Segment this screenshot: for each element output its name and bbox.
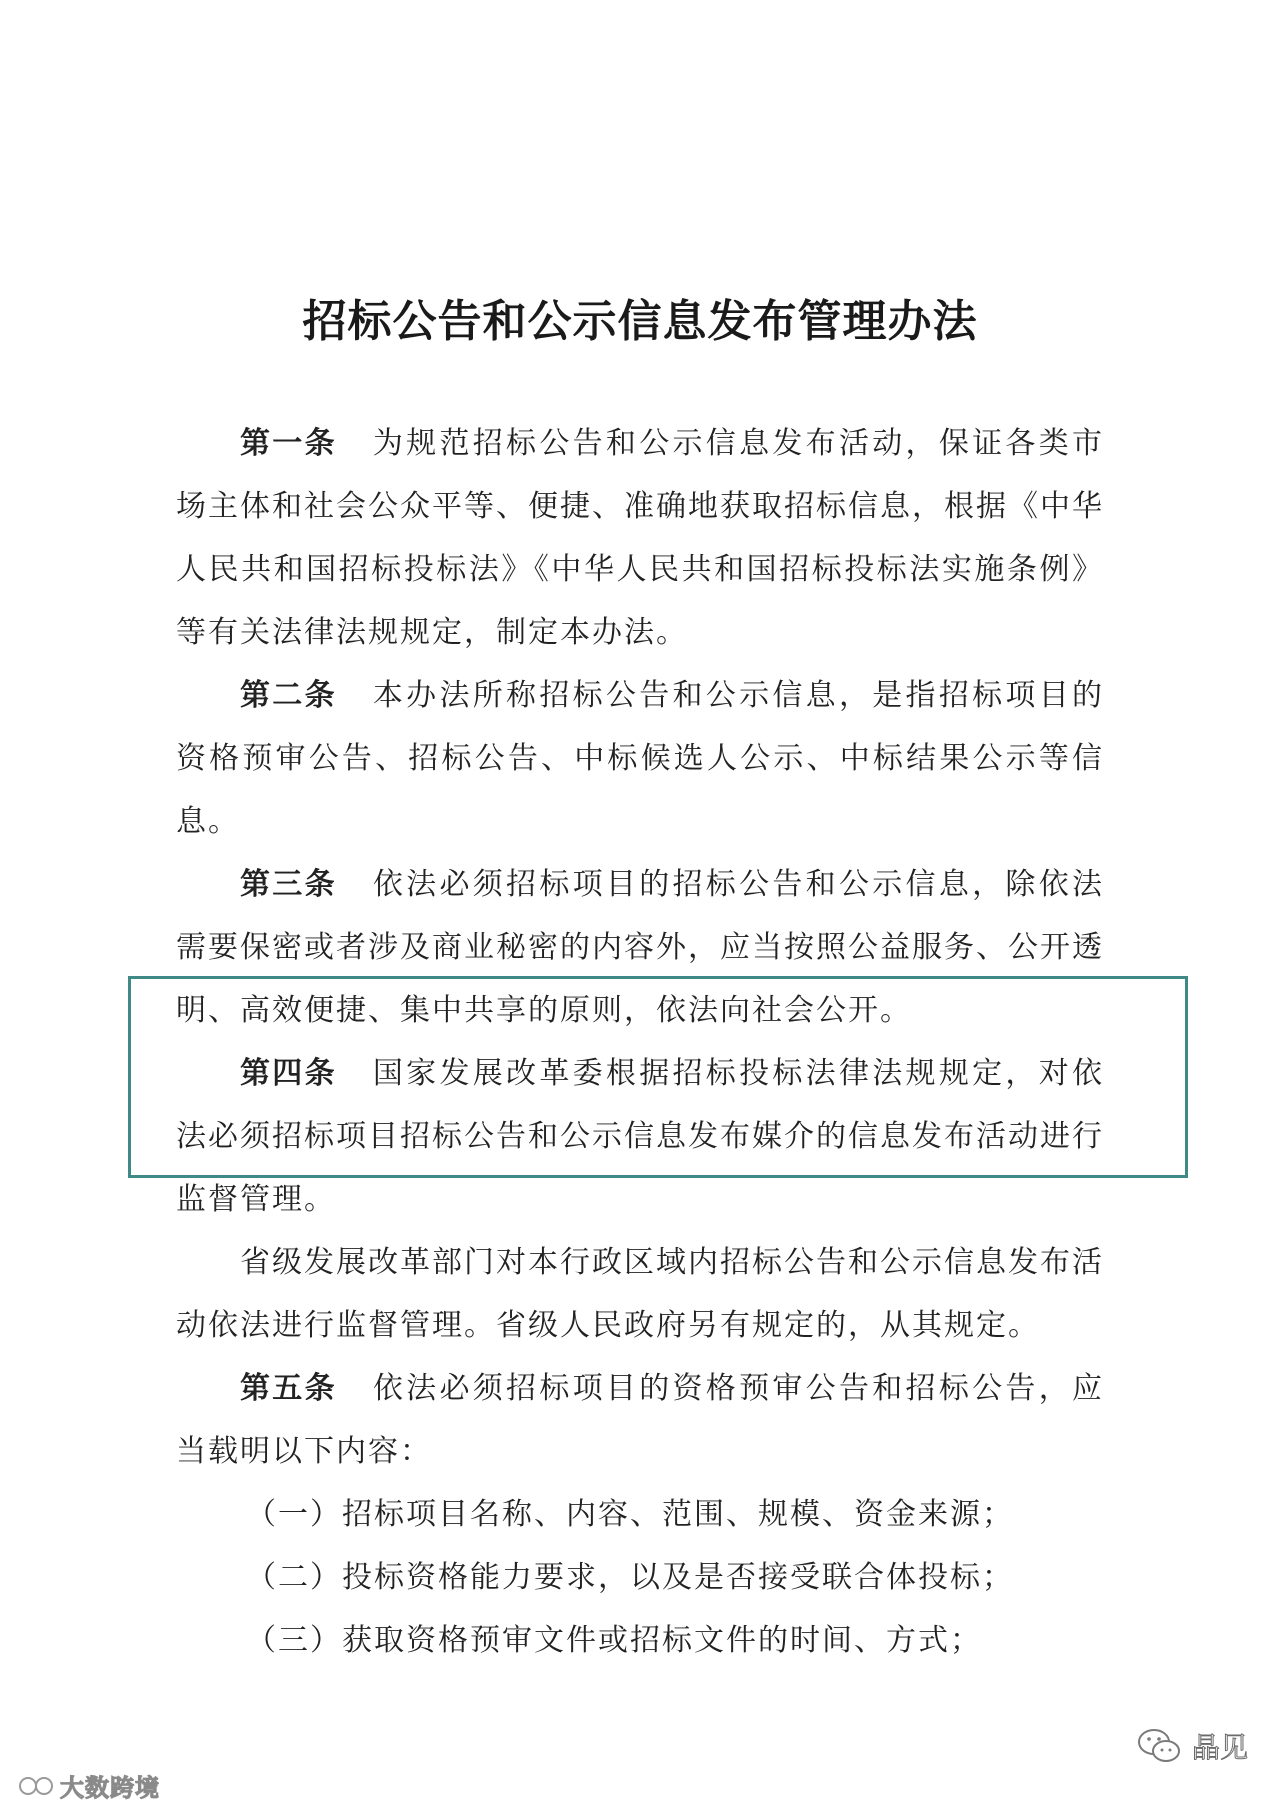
- article-label: 第二条: [240, 678, 337, 713]
- article-text: 依法必须招标项目的招标公告和公示信息，除依法需要保密或者涉及商业秘密的内容外，应当按照公益服务、公开透明、高效便捷、集中共享的原则，依法向社会公开。: [176, 867, 1104, 1028]
- list-item: （一）招标项目名称、内容、范围、规模、资金来源；: [246, 1497, 1014, 1532]
- wechat-icon: [1136, 1726, 1182, 1766]
- document-title: 招标公告和公示信息发布管理办法: [302, 296, 978, 347]
- article-4-highlight-box: [128, 976, 1188, 1178]
- article-label: 第一条: [240, 426, 337, 461]
- list-item: （三）获取资格预审文件或招标文件的时间、方式；: [246, 1623, 982, 1658]
- watermark-right-text: 晶见: [1192, 1731, 1249, 1764]
- watermark-right: [1136, 1726, 1248, 1766]
- article-5: [176, 1357, 1104, 1483]
- article-4-continued: 省级发展改革部门对本行政区域内招标公告和公示信息发布活动依法进行监督管理。省级人民政府另有规定的，从其规定。: [176, 1245, 1104, 1343]
- article-label: 第五条: [240, 1371, 337, 1406]
- article-1: [176, 412, 1104, 664]
- article-text: 国家发展改革委根据招标投标法律法规规定，对依法必须招标项目招标公告和公示信息发布媒介的信息发布活动进行监督管理。: [176, 1056, 1104, 1217]
- article-text: 本办法所称招标公告和公示信息，是指招标项目的资格预审公告、招标公告、中标候选人公示、中标结果公示等信息。: [176, 678, 1104, 839]
- article-2: [176, 664, 1104, 853]
- article-label: 第四条: [240, 1056, 337, 1091]
- watermark-left-text: 大数跨境: [60, 1774, 160, 1802]
- article-text: 为规范招标公告和公示信息发布活动，保证各类市场主体和社会公众平等、便捷、准确地获取招标信息，根据《中华人民共和国招标投标法》《中华人民共和国招标投标法实施条例》等有关法律法规规定，制定本办法。: [176, 426, 1104, 650]
- list-item: （二）投标资格能力要求，以及是否接受联合体投标；: [246, 1560, 1014, 1595]
- article-text: 依法必须招标项目的资格预审公告和招标公告，应当载明以下内容：: [176, 1371, 1104, 1469]
- article-label: 第三条: [240, 867, 337, 902]
- brand-logo-icon: [18, 1774, 56, 1798]
- watermark-left: [18, 1768, 160, 1803]
